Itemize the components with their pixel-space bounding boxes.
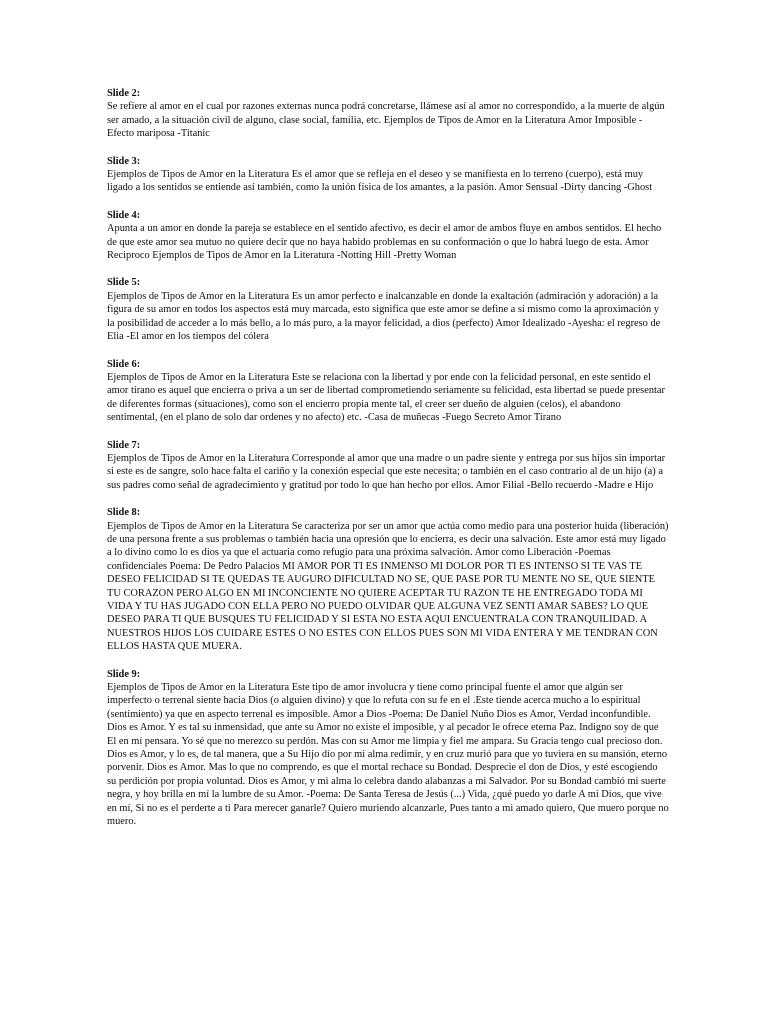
slide-body: Ejemplos de Tipos de Amor en la Literatura Es un amor perfecto e inalcanzable en donde la exaltación (admiración y adoración) a la figura de su amor en todos los aspectos está muy marcada, esto significa que este amor se define a sí mismo como la aproximación y la posibilidad de acceder a lo más bello, a lo más puro, a la mayor felicidad, a dios (perfecto) Amor Idealizado -Ayesha: el regreso de Elia -El amor en los tiempos del cólera [107, 290, 661, 343]
slide-body: Se refiere al amor en el cual por razones externas nunca podrá concretarse, llámese así al amor no correspondido, a la muerte de algún ser amado, a la situación civil de alguno, clase social, familia, etc. Ejemplos de Tipos de Amor en la Literatura Amor Imposible -Efecto mariposa -Titanic [107, 101, 665, 140]
slide-title: Slide 5: [107, 277, 141, 289]
slide-4-section [107, 209, 669, 263]
slide-9-section [107, 668, 669, 829]
slide-5-section [107, 276, 669, 343]
slide-title: Slide 9: [107, 668, 141, 680]
slide-2-section [107, 87, 669, 141]
slide-body: Apunta a un amor en donde la pareja se establece en el sentido afectivo, es decir el amor de ambos fluye en ambos sentidos. El hecho de que este amor sea mutuo no quiere decir que no haya habido problemas en su conformación o que lo habrá luego de esta. Amor Reciproco Ejemplos de Tipos de Amor en la Literatura -Notting Hill -Pretty Woman [107, 223, 662, 262]
slide-6-section [107, 358, 669, 425]
slide-body: Ejemplos de Tipos de Amor en la Literatura Es el amor que se refleja en el deseo y se manifiesta en lo terreno (cuerpo), está muy ligado a los sentidos se entiende así también, como la unión física de los amantes, a la pasión. Amor Sensual -Dirty dancing -Ghost [107, 169, 653, 194]
slide-title: Slide 2: [107, 88, 141, 99]
slide-title: Slide 7: [107, 439, 141, 451]
slide-body: Ejemplos de Tipos de Amor en la Literatura Este tipo de amor involucra y tiene como principal fuente el amor que algún ser imperfecto o terrenal siente hacia Dios (o alguien divino) y que lo refuta con su fe en el .Este tiende acerca mucho a lo espiritual (sentimiento) ya que en aspecto terrenal es imposible. Amor a Dios -Poema: De Daniel Nuño Dios es Amor, Verdad inconfundible. Dios es Amor. Y es tal su inmensidad, que ante su Amor no existe el imposible, y al pecador le ofrece eterna Paz. Indigno soy de que El en mí pensara. Yo sé que no merezco su perdón. Mas con su Amor me limpia y fiel me ampara. Su Gracia tengo cual precioso don. Dios es Amor, y lo es, de tal manera, que a Su Hijo dio por mi alma redimir, y en cruz murió para que yo tuviera en su mansión, eterno porvenir. Dios es Amor. Mas lo que no comprendo, es que el mortal rechace su Bondad. Desprecie el don de Dios, y esté escogiendo su perdición por propia voluntad. Dios es Amor, y mi alma lo celebra dando alabanzas a mi Salvador. Por su Bondad cambió mi suerte negra, y hoy brilla en mí la lumbre de su Amor. -Poema: De Santa Teresa de Jesús (...) Vida, ¿qué puedo yo darle A mi Dios, que vive en mí, Si no es el perderte a ti Para merecer ganarle? Quiero muriendo alcanzarle, Pues tanto a mi amado quiero, Que muero porque no muero. [107, 682, 669, 828]
slide-body: Ejemplos de Tipos de Amor en la Literatura Se caracteriza por ser un amor que actúa como medio para una posterior huida (liberación) de una persona frente a sus problemas o también hacia una opresión que lo encierra, es decir una salvación. Este amor está muy ligado a lo divino como lo es dios ya que el actuaria como refugio para una próxima salvación. Amor como Liberación -Poemas confidenciales Poema: De Pedro Palacios MI AMOR POR TI ES INMENSO MI DOLOR POR TI ES INTENSO SI TE VAS TE DESEO FELICIDAD SI TE QUEDAS TE AUGURO DIFICULTAD NO SE, QUE PASE POR TU MENTE NO SE, QUE SIENTE TU CORAZON PERO ALGO EN MI INCONCIENTE NO QUIERE ACEPTAR TU RAZON TE HE ENTREGADO TODA MI VIDA Y TU HAS JUGADO CON ELLA PERO NO PUEDO OLVIDAR QUE ALGUNA VEZ SENTI AMAR SABES? LO QUE DESEO PARA TI QUE BUSQUES TU FELICIDAD Y SI ESTA NO ESTA AQUI ENCUENTRALA CON TRANQUILIDAD. A NUESTROS HIJOS LOS CUIDARE ESTES O NO ESTES CON ELLOS PUES SON MI VIDA ENTERA Y ME TENDRAN CON ELLOS HASTA QUE MUERA. [107, 520, 669, 653]
slide-title: Slide 4: [107, 209, 141, 221]
slide-8-section [107, 506, 669, 653]
slide-title: Slide 6: [107, 358, 141, 370]
slide-3-section [107, 155, 669, 195]
slide-title: Slide 8: [107, 507, 141, 519]
slide-7-section [107, 439, 669, 493]
slide-body: Ejemplos de Tipos de Amor en la Literatura Este se relaciona con la libertad y por ende con la felicidad personal, en este sentido el amor tirano es aquel que encierra o priva a un ser de libertad comprometiendo seriamente su felicidad, esta libertad se puede presentar de diferentes formas (situaciones), como son el encierro propia mente tal, el creer ser dueño de alguien (celos), el abandono sentimental, (en el plano de solo dar ordenes y no afecto) etc. -Casa de muñecas -Fuego Secreto Amor Tirano [107, 371, 665, 424]
slide-title: Slide 3: [107, 155, 141, 167]
document-page [107, 87, 669, 843]
slide-body: Ejemplos de Tipos de Amor en la Literatura Corresponde al amor que una madre o un padre siente y entrega por sus hijos sin importar si este es de sangre, solo hace falta el cariño y la conexión especial que este necesita; o también en el caso contrario al de un hijo (a) a sus padres como señal de agradecimiento y gratitud por todo lo que han hecho por ellos. Amor Filial -Bello recuerdo -Madre e Hijo [107, 452, 666, 491]
